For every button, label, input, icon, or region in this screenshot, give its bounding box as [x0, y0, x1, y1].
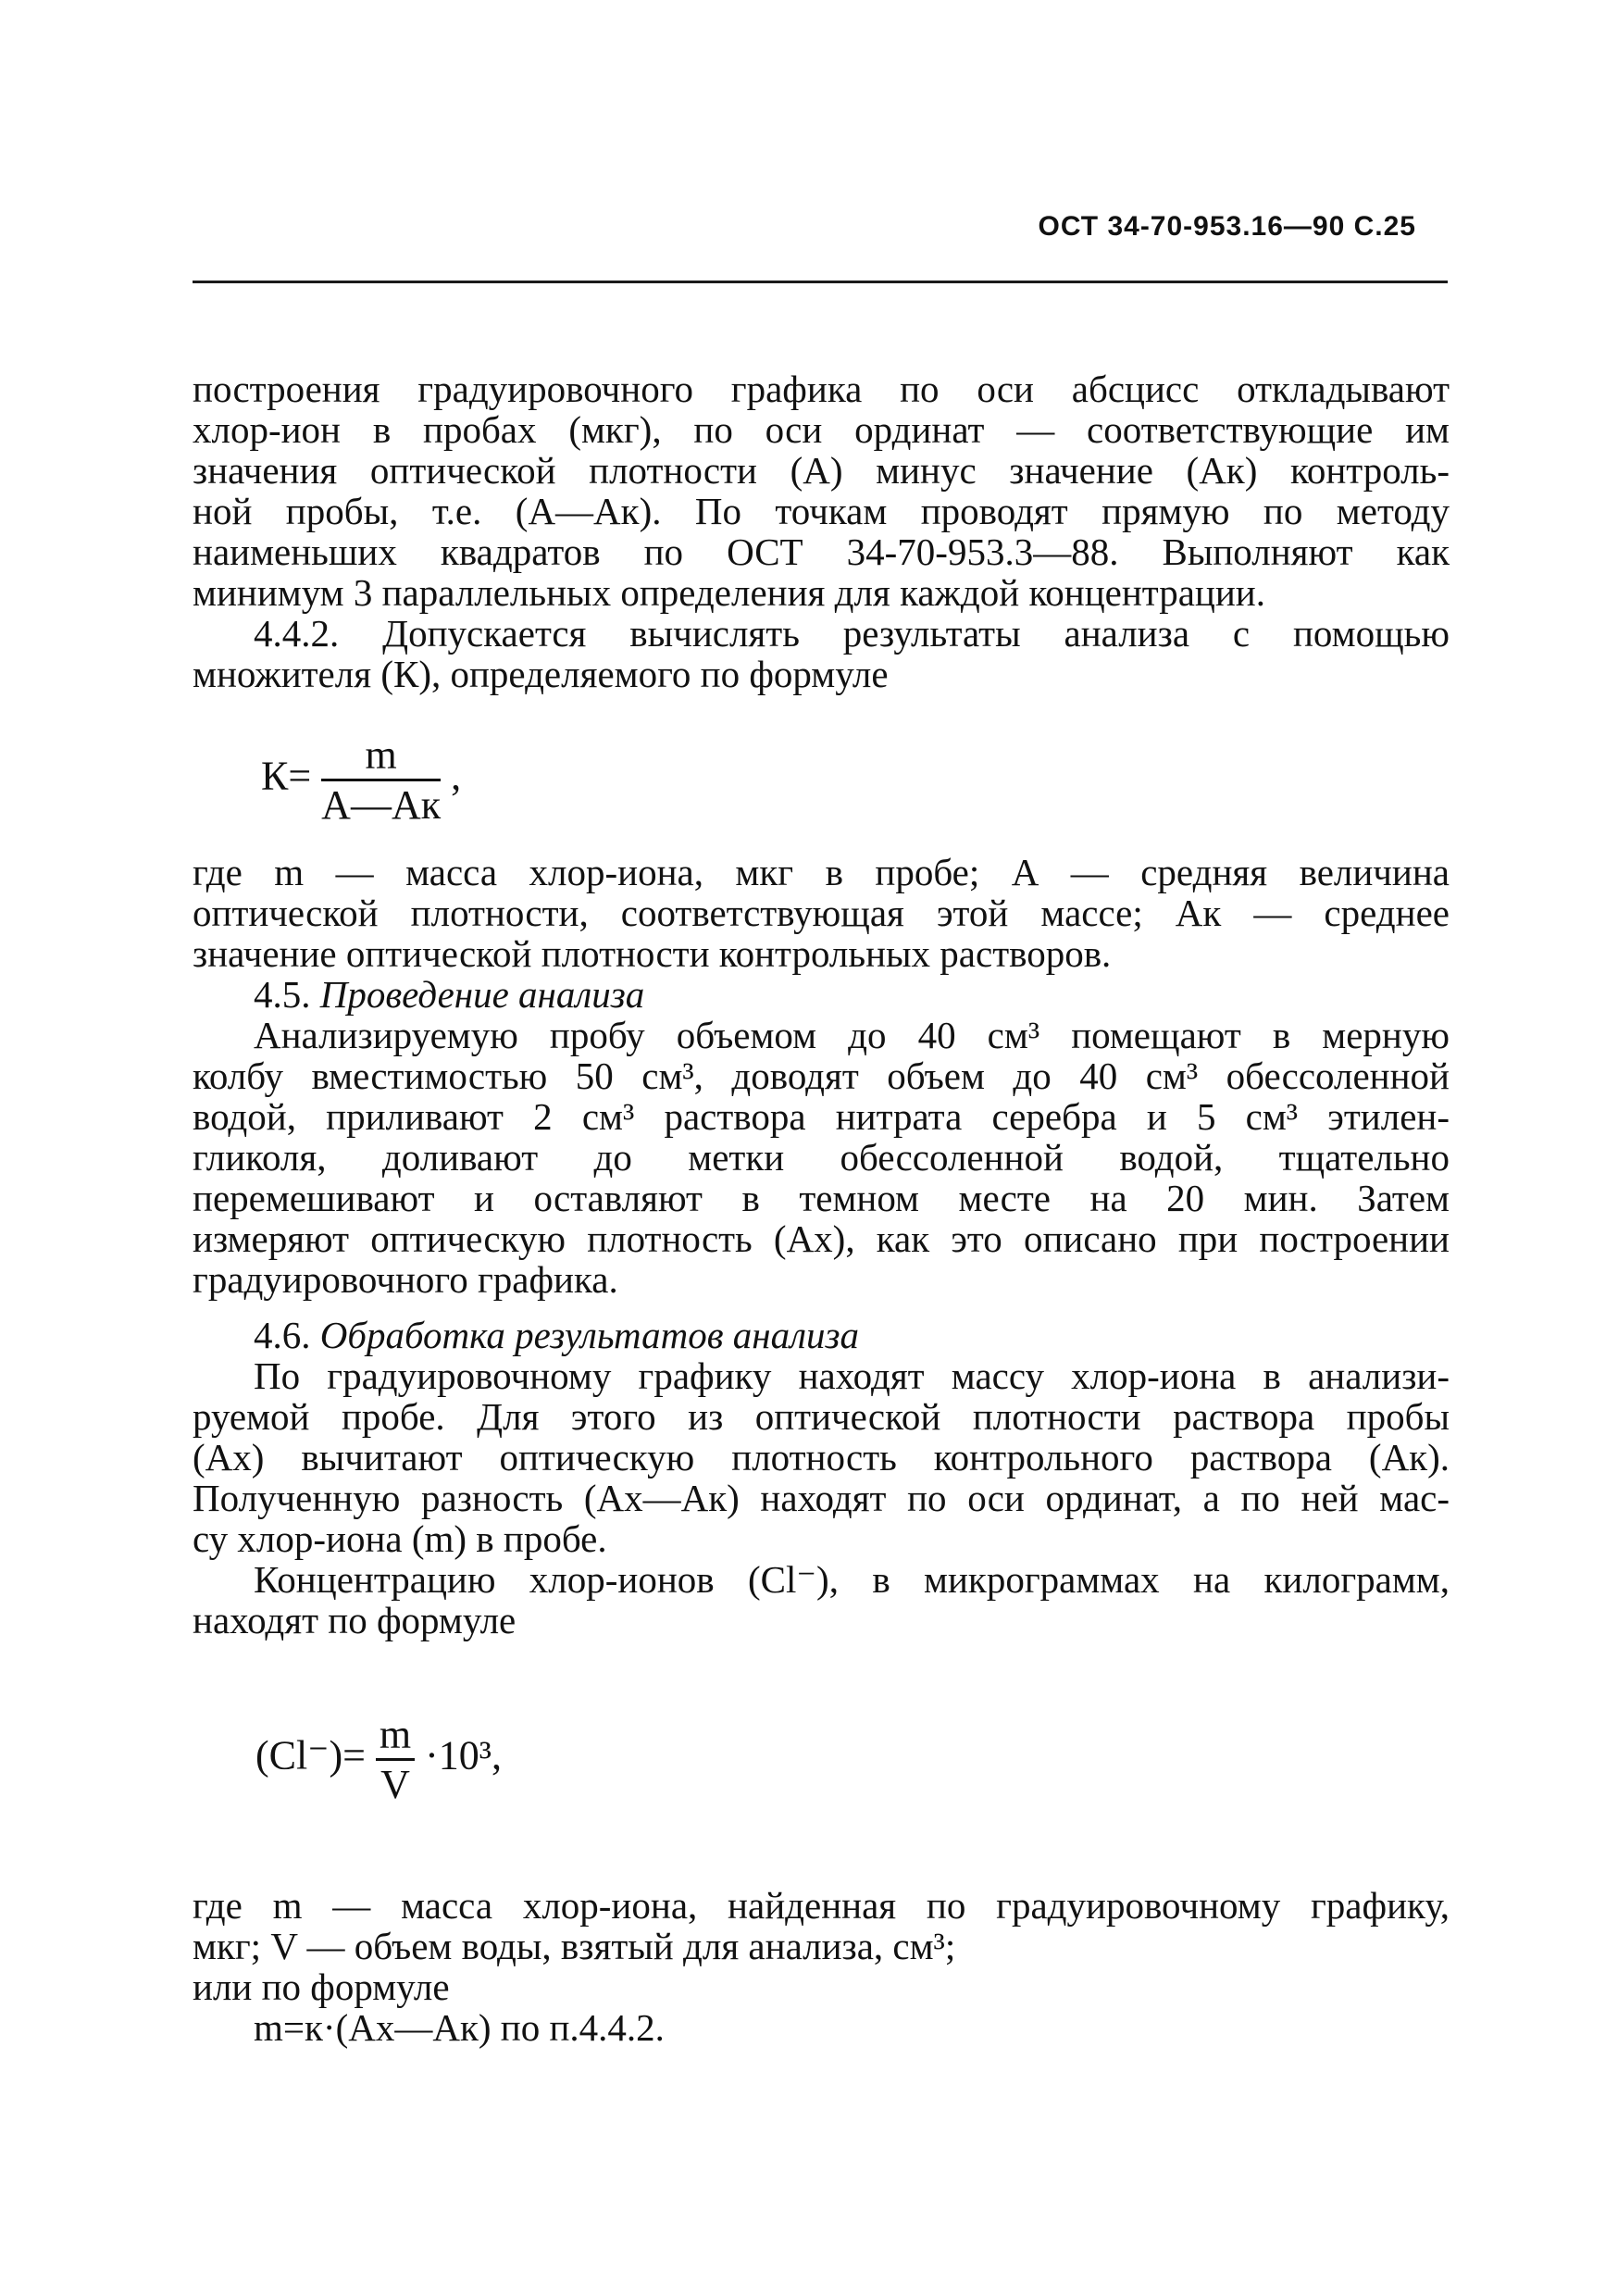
- formula-cl-tail: ·10³,: [425, 1732, 502, 1778]
- formula-k-lhs: К=: [261, 753, 312, 799]
- section-4-6-heading: [193, 1315, 1450, 1355]
- text-line: множителя (К), определяемого по формуле: [193, 653, 889, 695]
- formula-cl-lhs: (Cl⁻)=: [255, 1732, 366, 1778]
- section-number: 4.5.: [254, 973, 311, 1016]
- formula-k-fraction: [321, 731, 441, 829]
- formula-k: [261, 731, 461, 829]
- text-line: По градуировочному графику находят массу хлор-иона в анализи-: [254, 1354, 1450, 1397]
- paragraph-4-4-2: [193, 613, 1450, 694]
- section-4-5-heading: [193, 974, 1450, 1015]
- text-line: Полученную разность (Аx—Ак) находят по оси ординат, а по ней мас-: [193, 1477, 1450, 1519]
- text-line: мкг; V — объем воды, взятый для анализа, см³;: [193, 1925, 956, 1967]
- paragraph-definitions-k: [193, 852, 1450, 974]
- text-line: водой, приливают 2 см³ раствора нитрата серебра и 5 см³ этилен-: [193, 1095, 1450, 1138]
- page-header-code: ОСТ 34-70-953.16—90 С.25: [1038, 211, 1416, 242]
- text-line: (Аx) вычитают оптическую плотность контрольного раствора (Ак).: [193, 1436, 1450, 1479]
- text-line: измеряют оптическую плотность (Аx), как это описано при построении: [193, 1217, 1450, 1260]
- paragraph-4-6: [193, 1355, 1450, 1559]
- text-line: 4.4.2. Допускается вычислять результаты анализа с помощью: [254, 612, 1450, 655]
- text-line: оптической плотности, соответствующая этой массе; Ак — среднее: [193, 892, 1450, 934]
- paragraph-4-5: [193, 1015, 1450, 1300]
- paragraph-calibration: [193, 368, 1450, 613]
- paragraph-definitions-cl: [193, 1885, 1450, 2007]
- text-line: значения оптической плотности (А) минус значение (Aк) контроль-: [193, 449, 1450, 492]
- section-number: 4.6.: [254, 1314, 311, 1356]
- text-line: минимум 3 параллельных определения для каждой концентрации.: [193, 571, 1265, 614]
- text-line: градуировочного графика.: [193, 1258, 618, 1301]
- formula-m-text: m=к·(Аx—Ак) по п.4.4.2.: [254, 2006, 665, 2049]
- text-line: наименьших квадратов по ОСТ 34-70-953.3—88. Выполняют как: [193, 530, 1450, 573]
- text-line: где m — масса хлор-иона, мкг в пробе; А — средняя величина: [193, 851, 1450, 893]
- text-line: перемешивают и оставляют в темном месте на 20 мин. Затем: [193, 1177, 1450, 1219]
- formula-cl-fraction: [376, 1711, 415, 1808]
- section-title: Проведение анализа: [319, 973, 645, 1016]
- text-line: ной пробы, т.е. (А—Ак). По точкам проводят прямую по методу: [193, 490, 1450, 532]
- paragraph-concentration: [193, 1559, 1450, 1641]
- formula-cl-denominator: V: [380, 1762, 410, 1807]
- text-line: Анализируемую пробу объемом до 40 см³ помещают в мерную: [254, 1014, 1450, 1056]
- text-line: значение оптической плотности контрольных растворов.: [193, 932, 1112, 975]
- text-line: Концентрацию хлор-ионов (Cl⁻), в микрограммах на килограмм,: [254, 1558, 1450, 1601]
- text-line: руемой пробе. Для этого из оптической плотности раствора пробы: [193, 1395, 1450, 1438]
- formula-cl: [255, 1711, 502, 1808]
- text-line: колбу вместимостью 50 см³, доводят объем до 40 см³ обессоленной: [193, 1054, 1450, 1097]
- formula-k-denominator: A—Aк: [321, 782, 442, 828]
- section-title: Обработка результатов анализа: [319, 1314, 860, 1356]
- text-line: построения градуировочного графика по оси абсцисс откладывают: [193, 368, 1450, 410]
- formula-cl-numerator: m: [376, 1711, 415, 1761]
- formula-m: [193, 2007, 1450, 2048]
- text-line: су хлор-иона (m) в пробе.: [193, 1517, 607, 1560]
- formula-k-tail: ,: [451, 753, 462, 799]
- formula-k-numerator: m: [321, 731, 441, 781]
- text-line: гликоля, доливают до метки обессоленной водой, тщательно: [193, 1136, 1450, 1179]
- header-rule: [193, 281, 1448, 283]
- text-line: или по формуле: [193, 1965, 450, 2008]
- text-line: хлор-ион в пробах (мкг), по оси ординат — соответствующие им: [193, 408, 1450, 451]
- text-line: где m — масса хлор-иона, найденная по градуировочному графику,: [193, 1884, 1450, 1927]
- text-line: находят по формуле: [193, 1599, 517, 1641]
